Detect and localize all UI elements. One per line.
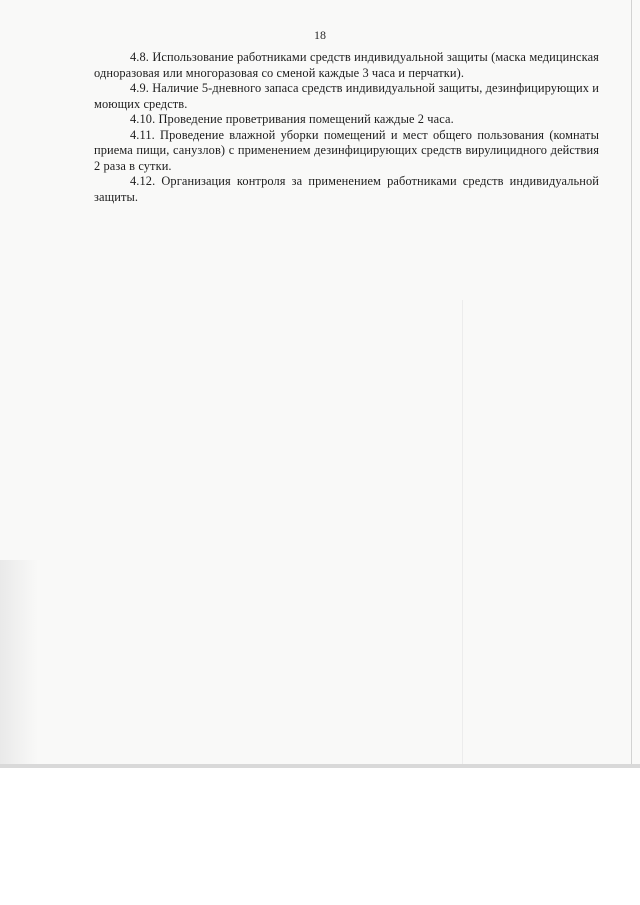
paragraph-4-8: 4.8. Использование работниками средств индивидуальной защиты (маска медицинская одноразовая или многоразовая со сменой каждые 3 часа и перчатки). (94, 50, 599, 80)
paragraph-4-11: 4.11. Проведение влажной уборки помещений и мест общего пользования (комнаты приема пищи, санузлов) с применением дезинфицирующих средств вирулицидного действия 2 раза в сутки. (94, 127, 599, 173)
scan-fold-line (462, 300, 463, 768)
scan-shadow (0, 560, 38, 768)
scan-edge-line (631, 0, 632, 768)
paragraph-4-9: 4.9. Наличие 5-дневного запаса средств индивидуальной защиты, дезинфицирующих и моющих средств. (94, 81, 599, 111)
page-number: 18 (314, 28, 326, 42)
scan-bottom-edge (0, 764, 640, 768)
paragraph-4-12: 4.12. Организация контроля за применением работниками средств индивидуальной защиты. (94, 174, 599, 204)
document-body (94, 50, 599, 205)
paragraph-4-10: 4.10. Проведение проветривания помещений каждые 2 часа. (130, 112, 454, 126)
